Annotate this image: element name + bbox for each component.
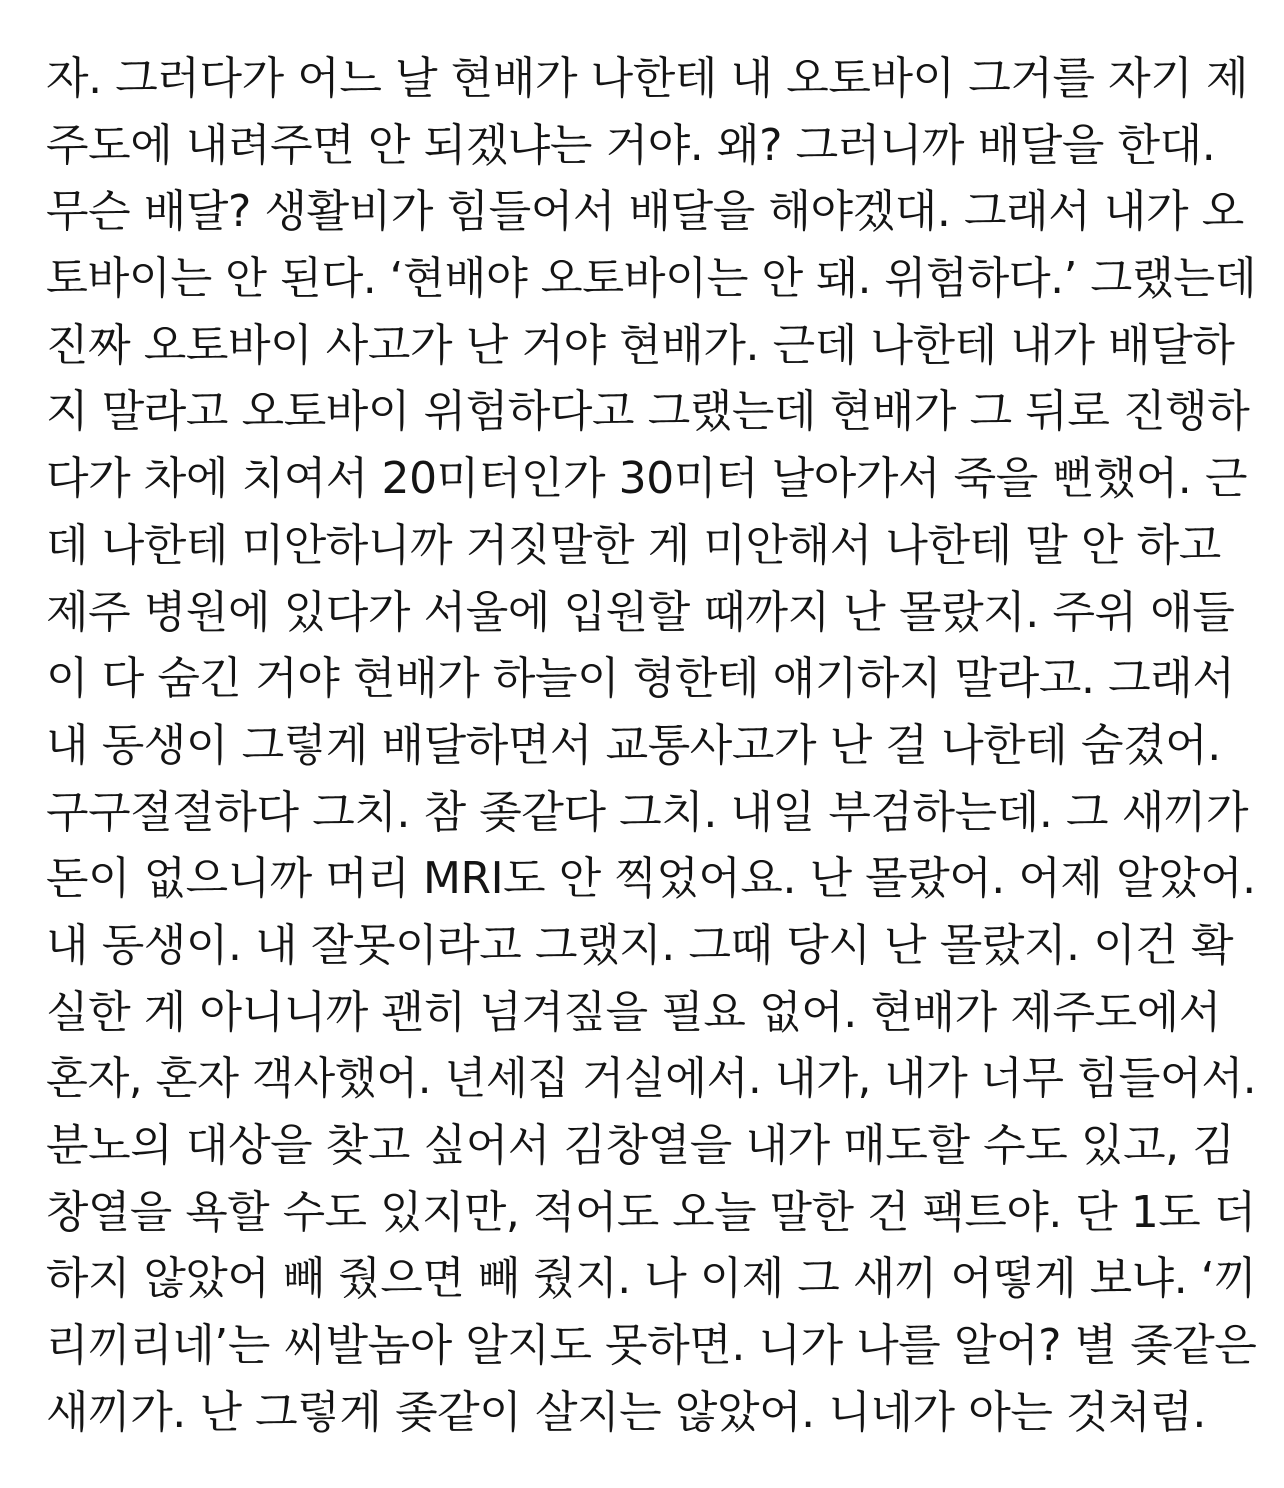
text-line: 내 동생이. 내 잘못이라고 그랬지. 그때 당시 난 몰랐지. 이건 확 xyxy=(46,919,1234,971)
text-line: 하지 않았어 빼 줬으면 빼 줬지. 나 이제 그 새끼 어떻게 보냐. ‘끼 xyxy=(46,1253,1257,1305)
text-line: 무슨 배달? 생활비가 힘들어서 배달을 해야겠대. 그래서 내가 오 xyxy=(46,186,1244,238)
text-line: 리끼리네’는 씨발놈아 알지도 못하면. 니가 나를 알어? 별 좆같은 xyxy=(46,1320,1257,1372)
text-line: 토바이는 안 된다. ‘현배야 오토바이는 안 돼. 위험하다.’ 그랬는데 xyxy=(46,253,1257,305)
text-line: 다가 차에 치여서 20미터인가 30미터 날아가서 죽을 뻔했어. 근 xyxy=(46,453,1248,505)
text-line: 구구절절하다 그치. 참 좆같다 그치. 내일 부검하는데. 그 새끼가 xyxy=(46,786,1249,838)
document-body xyxy=(46,46,1256,1446)
text-line: 혼자, 혼자 객사했어. 년세집 거실에서. 내가, 내가 너무 힘들어서. xyxy=(46,1053,1257,1105)
text-line: 자. 그러다가 어느 날 현배가 나한테 내 오토바이 그거를 자기 제 xyxy=(46,53,1249,104)
text-line: 이 다 숨긴 거야 현배가 하늘이 형한테 얘기하지 말라고. 그래서 xyxy=(46,653,1235,705)
text-line: 분노의 대상을 찾고 싶어서 김창열을 내가 매도할 수도 있고, 김 xyxy=(46,1120,1235,1171)
text-line: 내 동생이 그렇게 배달하면서 교통사고가 난 걸 나한테 숨겼어. xyxy=(46,719,1221,771)
text-line: 진짜 오토바이 사고가 난 거야 현배가. 근데 나한테 내가 배달하 xyxy=(46,319,1235,371)
text-line: 제주 병원에 있다가 서울에 입원할 때까지 난 몰랐지. 주위 애들 xyxy=(46,586,1235,638)
text-line: 돈이 없으니까 머리 MRI도 안 찍었어요. 난 몰랐어. 어제 알았어. xyxy=(46,853,1256,905)
text-line: 주도에 내려주면 안 되겠냐는 거야. 왜? 그러니까 배달을 한대. xyxy=(46,119,1216,171)
text-line: 실한 게 아니니까 괜히 넘겨짚을 필요 없어. 현배가 제주도에서 xyxy=(46,986,1221,1038)
text-line: 새끼가. 난 그렇게 좆같이 살지는 않았어. 니네가 아는 것처럼. xyxy=(46,1386,1206,1438)
text-line: 지 말라고 오토바이 위험하다고 그랬는데 현배가 그 뒤로 진행하 xyxy=(46,386,1250,438)
text-line: 데 나한테 미안하니까 거짓말한 게 미안해서 나한테 말 안 하고 xyxy=(46,519,1221,571)
text-line: 창열을 욕할 수도 있지만, 적어도 오늘 말한 건 팩트야. 단 1도 더 xyxy=(46,1186,1256,1238)
